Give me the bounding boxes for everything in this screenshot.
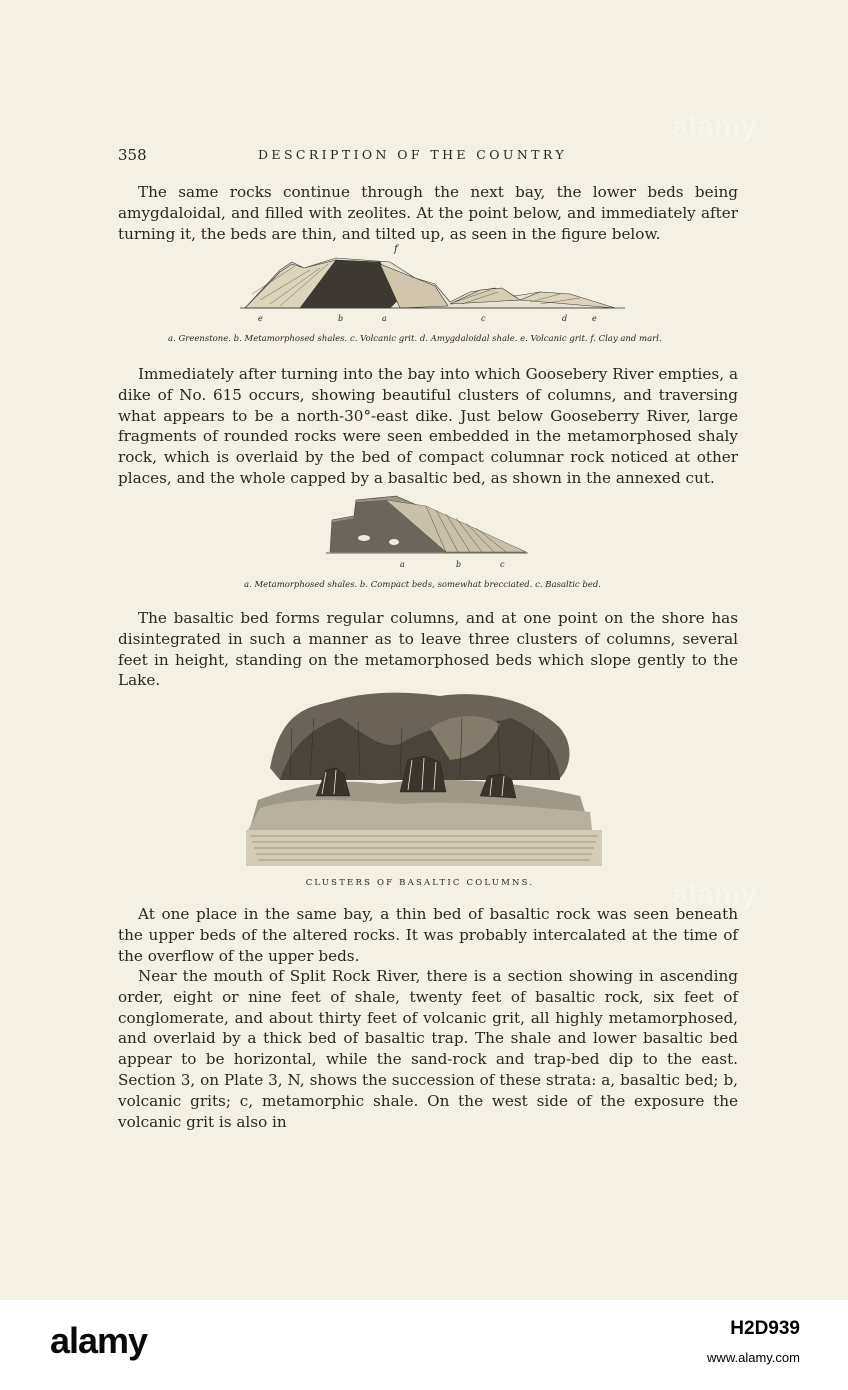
running-title: DESCRIPTION OF THE COUNTRY [258,147,567,162]
figure-2-letter-b: b [456,560,462,569]
paragraph-5: Near the mouth of Split Rock River, there is a section showing in ascending order, eight or nine feet of shale, twenty feet of basaltic rock, six feet of conglomerate, and about thirty feet of volcanic grit, all highly metamorphosed, and overlaid by a thick bed of basaltic trap. The shale and lower basaltic bed appear to be horizontal, while the sand-rock and trap-bed dip to the east. Section 3, on Plate 3, N, shows the succession of these strata: a, basaltic bed; b, volcanic grits; c, metamorphic shale. On the west side of the exposure the volcanic grit is also in [118,967,738,1131]
figure-1-letter-e: e [258,314,263,323]
figure-2-letter-a: a [400,560,405,569]
stock-footer [0,1300,848,1390]
figure-2-section [326,492,528,556]
figure-1-section [240,250,625,312]
figure-3-engraving [240,688,606,870]
figure-1-letter-d: d [562,314,568,323]
image-id: H2D939 [730,1318,800,1339]
figure-1-letters [252,314,622,326]
watermark-2: alamy [672,878,758,911]
page-number: 358 [118,146,147,164]
paragraph-2: Immediately after turning into the bay into which Goosebery River empties, a dike of No. 615 occurs, showing beautiful clusters of columns, and traversing what appears to be a north-30°-east dike. Just below Gooseberry River, large fragments of rounded rocks were seen embedded in the metamorphosed shaly rock, which is overlaid by the bed of compact columnar rock noticed at other places, and the whole capped by a basaltic bed, as shown in the annexed cut. [118,365,738,487]
figure-1-caption: a. Greenstone. b. Metamorphosed shales. c. Volcanic grit. d. Amygdaloidal shale. e. Volcanic grit. f. Clay and marl. [168,334,662,344]
figure-2-caption: a. Metamorphosed shales. b. Compact beds, somewhat brecciated. c. Basaltic bed. [244,580,601,590]
paragraph-1: The same rocks continue through the next bay, the lower beds being amygdaloidal, and filled with zeolites. At the point below, and immediately after turning it, the beds are thin, and tilted up, as seen in the figure below. [118,183,738,243]
running-header [118,146,742,166]
paragraph-3: The basaltic bed forms regular columns, and at one point on the shore has disintegrated in such a manner as to leave three clusters of columns, several feet in height, standing on the metamorphosed beds which slope gently to the Lake. [118,609,738,690]
paragraph-4: At one place in the same bay, a thin bed of basaltic rock was seen beneath the upper beds of the altered rocks. It was probably intercalated at the time of the overflow of the upper beds. [118,905,738,965]
watermark-1: alamy [672,110,758,143]
figure-1-label-f: f [394,244,398,255]
figure-2-letters [330,560,530,572]
figure-2-letter-c: c [500,560,505,569]
figure-1-letter-c: c [481,314,486,323]
alamy-logo: alamy [50,1320,148,1361]
figure-1-letter-b: b [338,314,344,323]
figure-1-letter-a: a [382,314,387,323]
site-url: www.alamy.com [707,1350,800,1365]
figure-1-letter-e2: e [592,314,597,323]
figure-3-caption: CLUSTERS OF BASALTIC COLUMNS. [305,878,535,888]
